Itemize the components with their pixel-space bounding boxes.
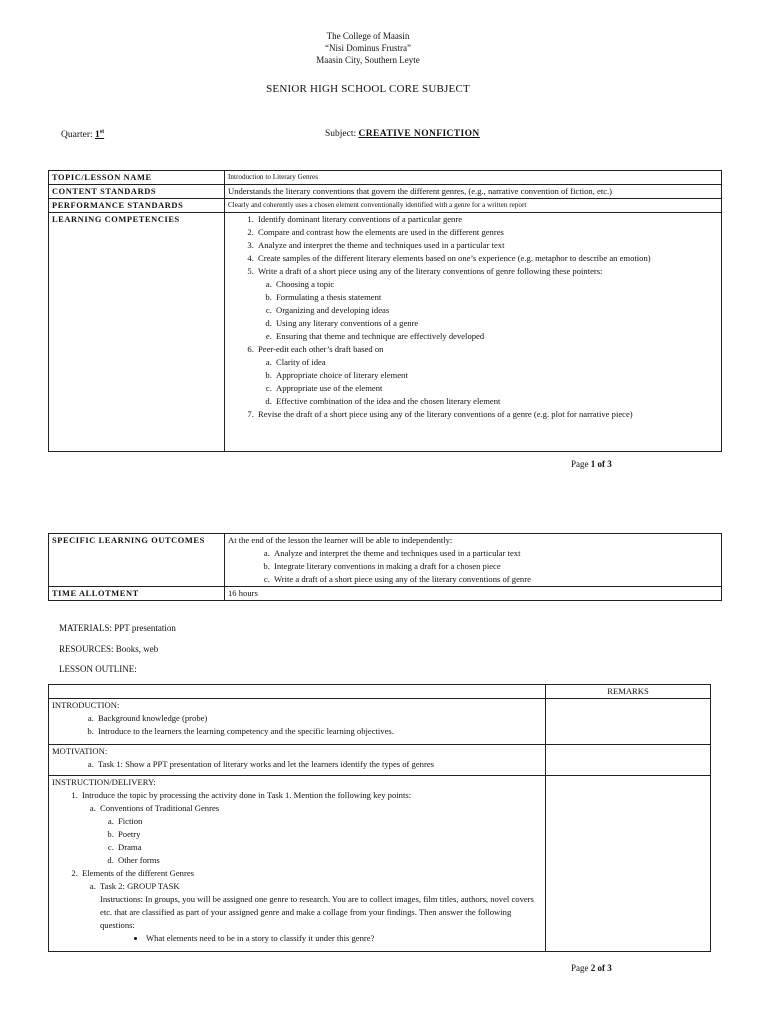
page-of: of	[597, 459, 605, 469]
quarter-label: Quarter:	[61, 130, 93, 141]
performance-standards-value: Clearly and coherently uses a chosen element conventionally identified with a genre for a written report	[225, 199, 722, 213]
instruction-item	[80, 789, 542, 867]
competency-item: 2. Compare and contrast how the elements are used in the different genres	[256, 226, 718, 239]
motivation-title: MOTIVATION:	[52, 746, 108, 756]
page-number-1	[571, 459, 612, 469]
instruction-subtext: Task 2: GROUP TASK	[100, 881, 180, 891]
genre-item: b. Poetry	[116, 828, 542, 841]
peer-edit-item: a. Clarity of idea	[274, 356, 718, 369]
question-item: • What elements need to be in a story to classify it under this genre?	[146, 932, 542, 945]
motivation-item: a. Task 1: Show a PPT presentation of literary works and let the learners identify the types of genres	[96, 758, 542, 771]
quarter-suffix: st	[99, 129, 105, 135]
outcomes-intro: At the end of the lesson the learner will be able to independently:	[228, 535, 453, 545]
introduction-cell	[49, 699, 546, 745]
outcomes-table	[48, 533, 722, 601]
instruction-cell	[49, 776, 546, 952]
materials-line: MATERIALS: PPT presentation	[59, 623, 176, 633]
instruction-text: Elements of the different Genres	[82, 868, 194, 878]
genre-item: d. Other forms	[116, 854, 542, 867]
lesson-outline-label: LESSON OUTLINE:	[59, 664, 137, 674]
school-name: The College of Maasin	[326, 31, 410, 41]
remarks-header: REMARKS	[546, 685, 711, 699]
instruction-subitem	[98, 880, 542, 945]
page-prefix: Page	[571, 963, 589, 973]
competency-item	[256, 343, 718, 408]
peer-edit-item: d. Effective combination of the idea and the chosen literary element	[274, 395, 718, 408]
pointer-item: e. Ensuring that theme and technique are effectively developed	[274, 330, 718, 343]
outcomes-cell	[225, 534, 722, 587]
intro-item: b. Introduce to the learners the learning competency and the specific learning objectives.	[96, 725, 542, 738]
time-allotment-value: 16 hours	[225, 587, 722, 601]
subject-line	[325, 129, 480, 139]
page-num: 1	[590, 459, 596, 469]
peer-edit-item: b. Appropriate choice of literary element	[274, 369, 718, 382]
instruction-remarks	[546, 776, 711, 952]
motivation-remarks	[546, 745, 711, 776]
competency-text: Write a draft of a short piece using any of the literary conventions of genre following these pointers:	[258, 266, 603, 276]
competency-item: 4. Create samples of the different literary elements based on one’s experience (e.g. metaphor to describe an emotion)	[256, 252, 718, 265]
intro-item: a. Background knowledge (probe)	[96, 712, 542, 725]
competency-item: 3. Analyze and interpret the theme and techniques used in a particular text	[256, 239, 718, 252]
pointer-item: d. Using any literary conventions of a genre	[274, 317, 718, 330]
outline-header-blank	[49, 685, 546, 699]
instruction-subitem	[98, 802, 542, 867]
school-location: Maasin City, Southern Leyte	[316, 55, 420, 65]
group-task-instructions: Instructions: In groups, you will be assigned one genre to research. You are to collect images, film titles, authors, novel covers etc. that are classified as part of your assigned genre and make a collage from your findings. Then answer the following questions:	[100, 894, 534, 930]
page-total: 3	[607, 459, 612, 469]
instruction-title: INSTRUCTION/DELIVERY:	[52, 777, 156, 787]
page-of: of	[597, 963, 605, 973]
subject-label: Subject:	[325, 129, 357, 139]
content-standards-value: Understands the literary conventions that govern the different genres, (e.g., narrative convention of fiction, etc.)	[225, 185, 722, 199]
competency-item: 7. Revise the draft of a short piece using any of the literary conventions of a genre (e.g. plot for narrative piece)	[256, 408, 718, 421]
topic-label: TOPIC/LESSON NAME	[49, 171, 225, 185]
lesson-outline-table	[48, 684, 711, 952]
page-num: 2	[590, 963, 596, 973]
time-allotment-label: TIME ALLOTMENT	[49, 587, 225, 601]
motivation-cell	[49, 745, 546, 776]
school-motto: “Nisi Dominus Frustra”	[325, 43, 411, 53]
pointer-item: c. Organizing and developing ideas	[274, 304, 718, 317]
page-total: 3	[607, 963, 612, 973]
quarter-value: 1	[95, 130, 100, 141]
pointer-item: b. Formulating a thesis statement	[274, 291, 718, 304]
document-title: SENIOR HIGH SCHOOL CORE SUBJECT	[266, 83, 470, 95]
subject-value: CREATIVE NONFICTION	[358, 129, 480, 139]
introduction-remarks	[546, 699, 711, 745]
quarter-line	[61, 129, 104, 140]
content-standards-label: CONTENT STANDARDS	[49, 185, 225, 199]
genre-item: a. Fiction	[116, 815, 542, 828]
page-prefix: Page	[571, 459, 589, 469]
outcome-item: c. Write a draft of a short piece using any of the literary conventions of genre	[272, 573, 718, 586]
resources-line: RESOURCES: Books, web	[59, 644, 159, 654]
performance-standards-label: PERFORMANCE STANDARDS	[49, 199, 225, 213]
outcome-item: b. Integrate literary conventions in making a draft for a chosen piece	[272, 560, 718, 573]
learning-competencies-label: LEARNING COMPETENCIES	[49, 213, 225, 452]
outcome-item: a. Analyze and interpret the theme and techniques used in a particular text	[272, 547, 718, 560]
lesson-info-table	[48, 170, 722, 452]
instruction-item	[80, 867, 542, 945]
topic-value: Introduction to Literary Genres	[225, 171, 722, 185]
pointer-item: a. Choosing a topic	[274, 278, 718, 291]
instruction-text: Introduce the topic by processing the activity done in Task 1. Mention the following key points:	[82, 790, 412, 800]
competency-item	[256, 265, 718, 343]
learning-competencies-list	[225, 213, 722, 452]
peer-edit-item: c. Appropriate use of the element	[274, 382, 718, 395]
genre-item: c. Drama	[116, 841, 542, 854]
competency-item: 1. Identify dominant literary conventions of a particular genre	[256, 213, 718, 226]
page-number-2	[571, 963, 612, 973]
introduction-title: INTRODUCTION:	[52, 700, 120, 710]
instruction-subtext: Conventions of Traditional Genres	[100, 803, 220, 813]
outcomes-label: SPECIFIC LEARNING OUTCOMES	[49, 534, 225, 587]
competency-text: Peer-edit each other’s draft based on	[258, 344, 384, 354]
